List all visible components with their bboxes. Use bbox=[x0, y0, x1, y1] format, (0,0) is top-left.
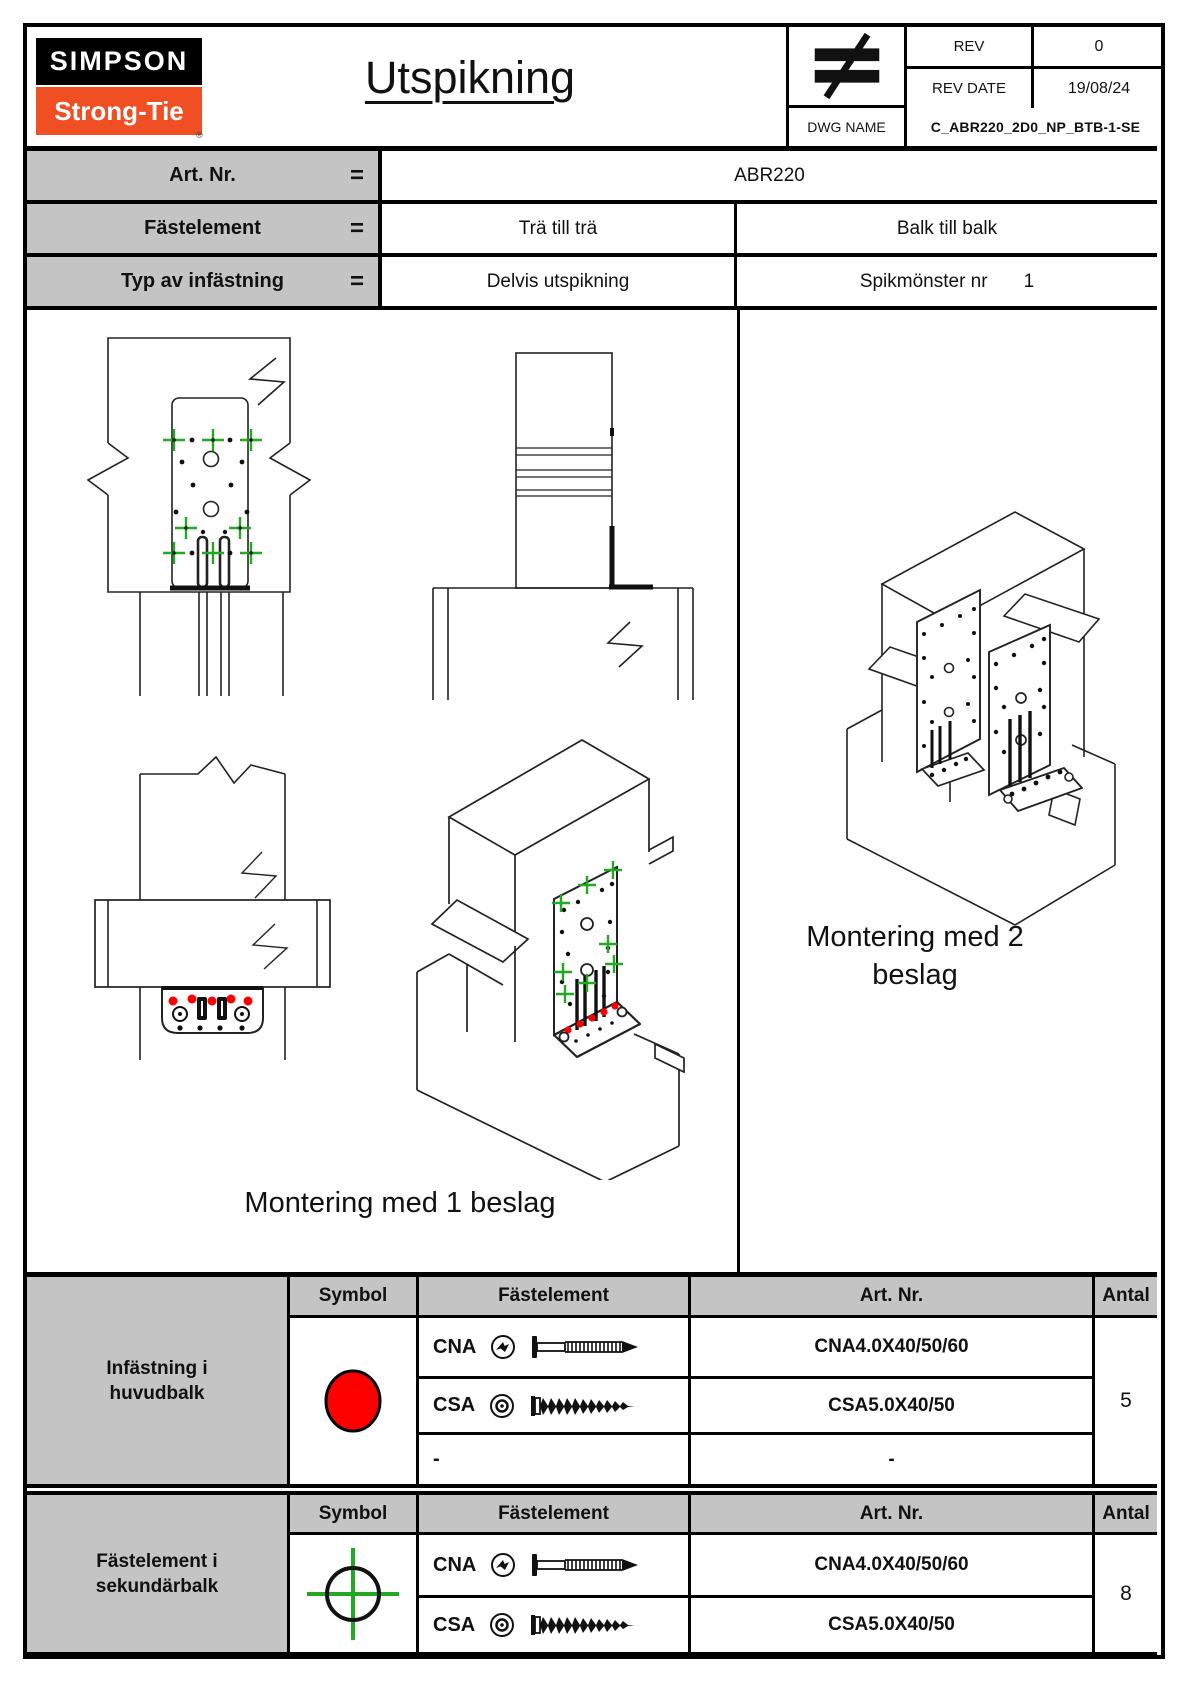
qty-header: Antal bbox=[1092, 1277, 1157, 1318]
fastener-header: Fästelement bbox=[416, 1277, 688, 1318]
cna-code: CNA bbox=[433, 1335, 477, 1358]
typ-infastning-label-cell bbox=[27, 257, 382, 306]
cna-code: CNA bbox=[433, 1553, 477, 1576]
registered-mark: ® bbox=[196, 130, 203, 140]
symbol-header: Symbol bbox=[290, 1277, 416, 1318]
secondary-beam-symbol-cell bbox=[290, 1535, 416, 1652]
front-view-drawing bbox=[80, 322, 320, 702]
cna-fastener-cell bbox=[416, 1535, 688, 1595]
info-row-art-nr bbox=[27, 151, 1157, 204]
logo-simpson-text: SIMPSON bbox=[49, 46, 189, 76]
nail-icon bbox=[530, 1334, 640, 1360]
revision-block bbox=[786, 27, 1164, 146]
cna-head-icon bbox=[489, 1551, 517, 1579]
secondary-beam-fastener-table bbox=[27, 1491, 1157, 1656]
dash-code: - bbox=[433, 1448, 440, 1470]
typ-infastning-label: Typ av infästning bbox=[121, 270, 284, 292]
nail-pattern-number: 1 bbox=[1023, 270, 1035, 292]
red-circle-symbol bbox=[320, 1366, 386, 1436]
plan-view-drawing bbox=[90, 752, 340, 1067]
not-equal-icon bbox=[803, 31, 891, 101]
info-row-typ-infastning bbox=[27, 257, 1157, 310]
fastener-type-wood: Trä till trä bbox=[382, 204, 737, 253]
art-nr-value: ABR220 bbox=[734, 164, 805, 186]
fastener-type-beam: Balk till balk bbox=[896, 217, 998, 239]
dwg-name-value: C_ABR220_2D0_NP_BTB-1-SE bbox=[904, 108, 1164, 146]
info-row-fastelement bbox=[27, 204, 1157, 257]
symbol-header: Symbol bbox=[290, 1495, 416, 1535]
iso-single-bracket-drawing bbox=[372, 732, 732, 1180]
fastelement-label: Fästelement bbox=[144, 217, 261, 239]
dwg-name-label: DWG NAME bbox=[807, 119, 886, 135]
cna-head-icon bbox=[489, 1333, 517, 1361]
nail-pattern-cell bbox=[737, 257, 1157, 306]
art-nr-header: Art. Nr. bbox=[688, 1495, 1092, 1535]
csa-code: CSA bbox=[433, 1613, 476, 1636]
cna-art-nr: CNA4.0X40/50/60 bbox=[688, 1318, 1092, 1376]
not-equal-symbol-cell bbox=[789, 27, 904, 108]
nail-icon bbox=[530, 1552, 640, 1578]
main-beam-qty: 5 bbox=[1092, 1318, 1157, 1484]
equals-sign: = bbox=[349, 214, 364, 242]
fastelement-label-cell bbox=[27, 204, 382, 253]
secondary-beam-table-label: Fästelement i sekundärbalk bbox=[27, 1495, 290, 1652]
equals-sign: = bbox=[349, 161, 364, 189]
nail-pattern-label: Spikmönster nr bbox=[859, 270, 988, 292]
rev-value: 0 bbox=[1031, 27, 1164, 66]
caption-double-line1: Montering med 2 bbox=[806, 921, 1024, 953]
fastener-header: Fästelement bbox=[416, 1495, 688, 1535]
csa-head-icon bbox=[488, 1611, 516, 1639]
simpson-logo-top bbox=[36, 38, 202, 85]
csa-fastener-cell bbox=[416, 1595, 688, 1652]
rev-label: REV bbox=[904, 27, 1031, 66]
csa-fastener-cell bbox=[416, 1376, 688, 1432]
caption-double-bracket bbox=[775, 918, 1055, 994]
equals-sign: = bbox=[349, 267, 364, 295]
csa-head-icon bbox=[488, 1392, 516, 1420]
page-title: Utspikning bbox=[364, 52, 576, 103]
art-nr-label: Art. Nr. bbox=[169, 164, 236, 186]
strongtie-logo-bottom bbox=[36, 87, 202, 135]
caption-double-line2: beslag bbox=[872, 959, 958, 991]
logo-strongtie-text: Strong-Tie bbox=[54, 95, 184, 126]
screw-icon bbox=[529, 1392, 639, 1420]
rev-date-label: REV DATE bbox=[904, 66, 1031, 108]
csa-art-nr: CSA5.0X40/50 bbox=[688, 1595, 1092, 1652]
secondary-beam-qty: 8 bbox=[1092, 1535, 1157, 1652]
drawing-panel-divider bbox=[737, 310, 740, 1277]
nailing-type-value: Delvis utspikning bbox=[382, 257, 737, 306]
main-beam-symbol-cell bbox=[290, 1318, 416, 1484]
cna-art-nr: CNA4.0X40/50/60 bbox=[688, 1535, 1092, 1595]
rev-date-value: 19/08/24 bbox=[1031, 66, 1164, 108]
empty-fastener-cell bbox=[416, 1432, 688, 1484]
qty-header: Antal bbox=[1092, 1495, 1157, 1535]
caption-single-bracket: Montering med 1 beslag bbox=[244, 1187, 556, 1219]
screw-icon bbox=[529, 1611, 639, 1639]
green-crosshair-symbol bbox=[301, 1542, 405, 1646]
art-nr-header: Art. Nr. bbox=[688, 1277, 1092, 1318]
art-nr-label-cell bbox=[27, 151, 382, 200]
empty-art-nr: - bbox=[688, 1432, 1092, 1484]
main-beam-table-label: Infästning i huvudbalk bbox=[27, 1277, 290, 1484]
side-view-drawing bbox=[420, 330, 710, 700]
main-beam-fastener-table bbox=[27, 1277, 1157, 1488]
csa-art-nr: CSA5.0X40/50 bbox=[688, 1376, 1092, 1432]
cna-fastener-cell bbox=[416, 1318, 688, 1376]
csa-code: CSA bbox=[433, 1394, 476, 1416]
